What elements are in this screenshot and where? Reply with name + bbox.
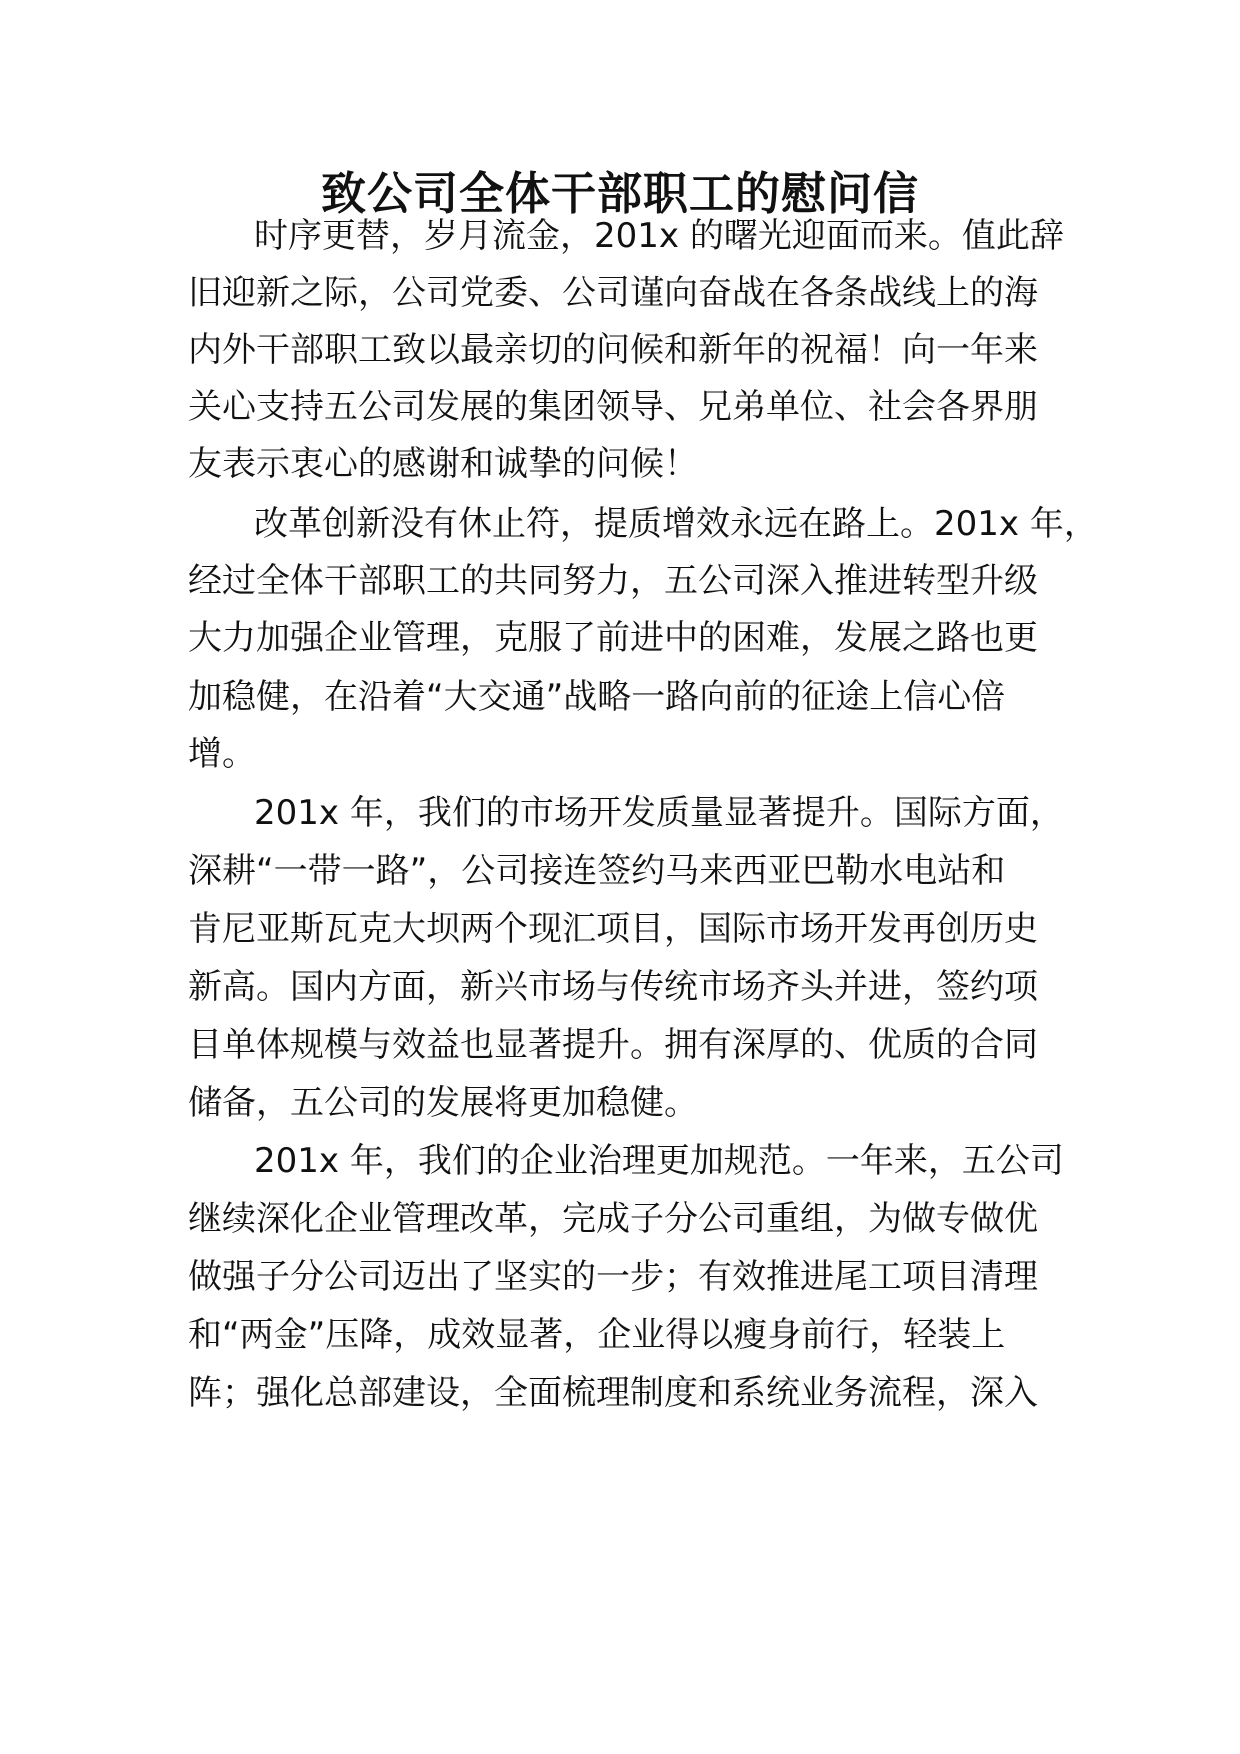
document-title: 致公司全体干部职工的慰问信 [320, 167, 919, 220]
paragraph-3-line-6: 储备，五公司的发展将更加稳健。 [188, 1083, 698, 1123]
paragraph-1-line-4: 关心支持五公司发展的集团领导、兄弟单位、社会各界朋 [188, 387, 1038, 427]
paragraph-3-line-1: 201x 年，我们的市场开发质量显著提升。国际方面， [254, 793, 1064, 833]
paragraph-1-line-2: 旧迎新之际，公司党委、公司谨向奋战在各条战线上的海 [188, 273, 1038, 313]
paragraph-4-line-4: 和“两金”压降，成效显著，企业得以瘦身前行，轻装上 [188, 1315, 1006, 1355]
paragraph-2-line-3: 大力加强企业管理，克服了前进中的困难，发展之路也更 [188, 618, 1038, 658]
paragraph-4-line-2: 继续深化企业管理改革，完成子分公司重组，为做专做优 [188, 1199, 1038, 1239]
paragraph-3-line-2: 深耕“一带一路”，公司接连签约马来西亚巴勒水电站和 [188, 851, 1006, 891]
paragraph-3-line-5: 目单体规模与效益也显著提升。拥有深厚的、优质的合同 [188, 1025, 1038, 1065]
paragraph-2-line-4: 加稳健，在沿着“大交通”战略一路向前的征途上信心倍 [188, 677, 1006, 717]
paragraph-3-line-3: 肯尼亚斯瓦克大坝两个现汇项目，国际市场开发再创历史 [188, 909, 1038, 949]
paragraph-2-line-2: 经过全体干部职工的共同努力，五公司深入推进转型升级 [188, 561, 1038, 601]
paragraph-1-line-5: 友表示衷心的感谢和诚挚的问候！ [188, 444, 698, 484]
paragraph-1-line-1: 时序更替，岁月流金，201x 的曙光迎面而来。值此辞 [254, 216, 1064, 256]
paragraph-4-line-3: 做强子分公司迈出了坚实的一步；有效推进尾工项目清理 [188, 1257, 1038, 1297]
paragraph-3-line-4: 新高。国内方面，新兴市场与传统市场齐头并进，签约项 [188, 967, 1038, 1007]
paragraph-4-line-1: 201x 年，我们的企业治理更加规范。一年来，五公司 [254, 1141, 1064, 1181]
paragraph-2-line-5: 增。 [188, 734, 256, 774]
paragraph-4-line-5: 阵；强化总部建设，全面梳理制度和系统业务流程，深入 [188, 1373, 1038, 1413]
paragraph-2-line-1: 改革创新没有休止符，提质增效永远在路上。201x 年， [254, 504, 1098, 544]
paragraph-1-line-3: 内外干部职工致以最亲切的问候和新年的祝福！向一年来 [188, 330, 1038, 370]
